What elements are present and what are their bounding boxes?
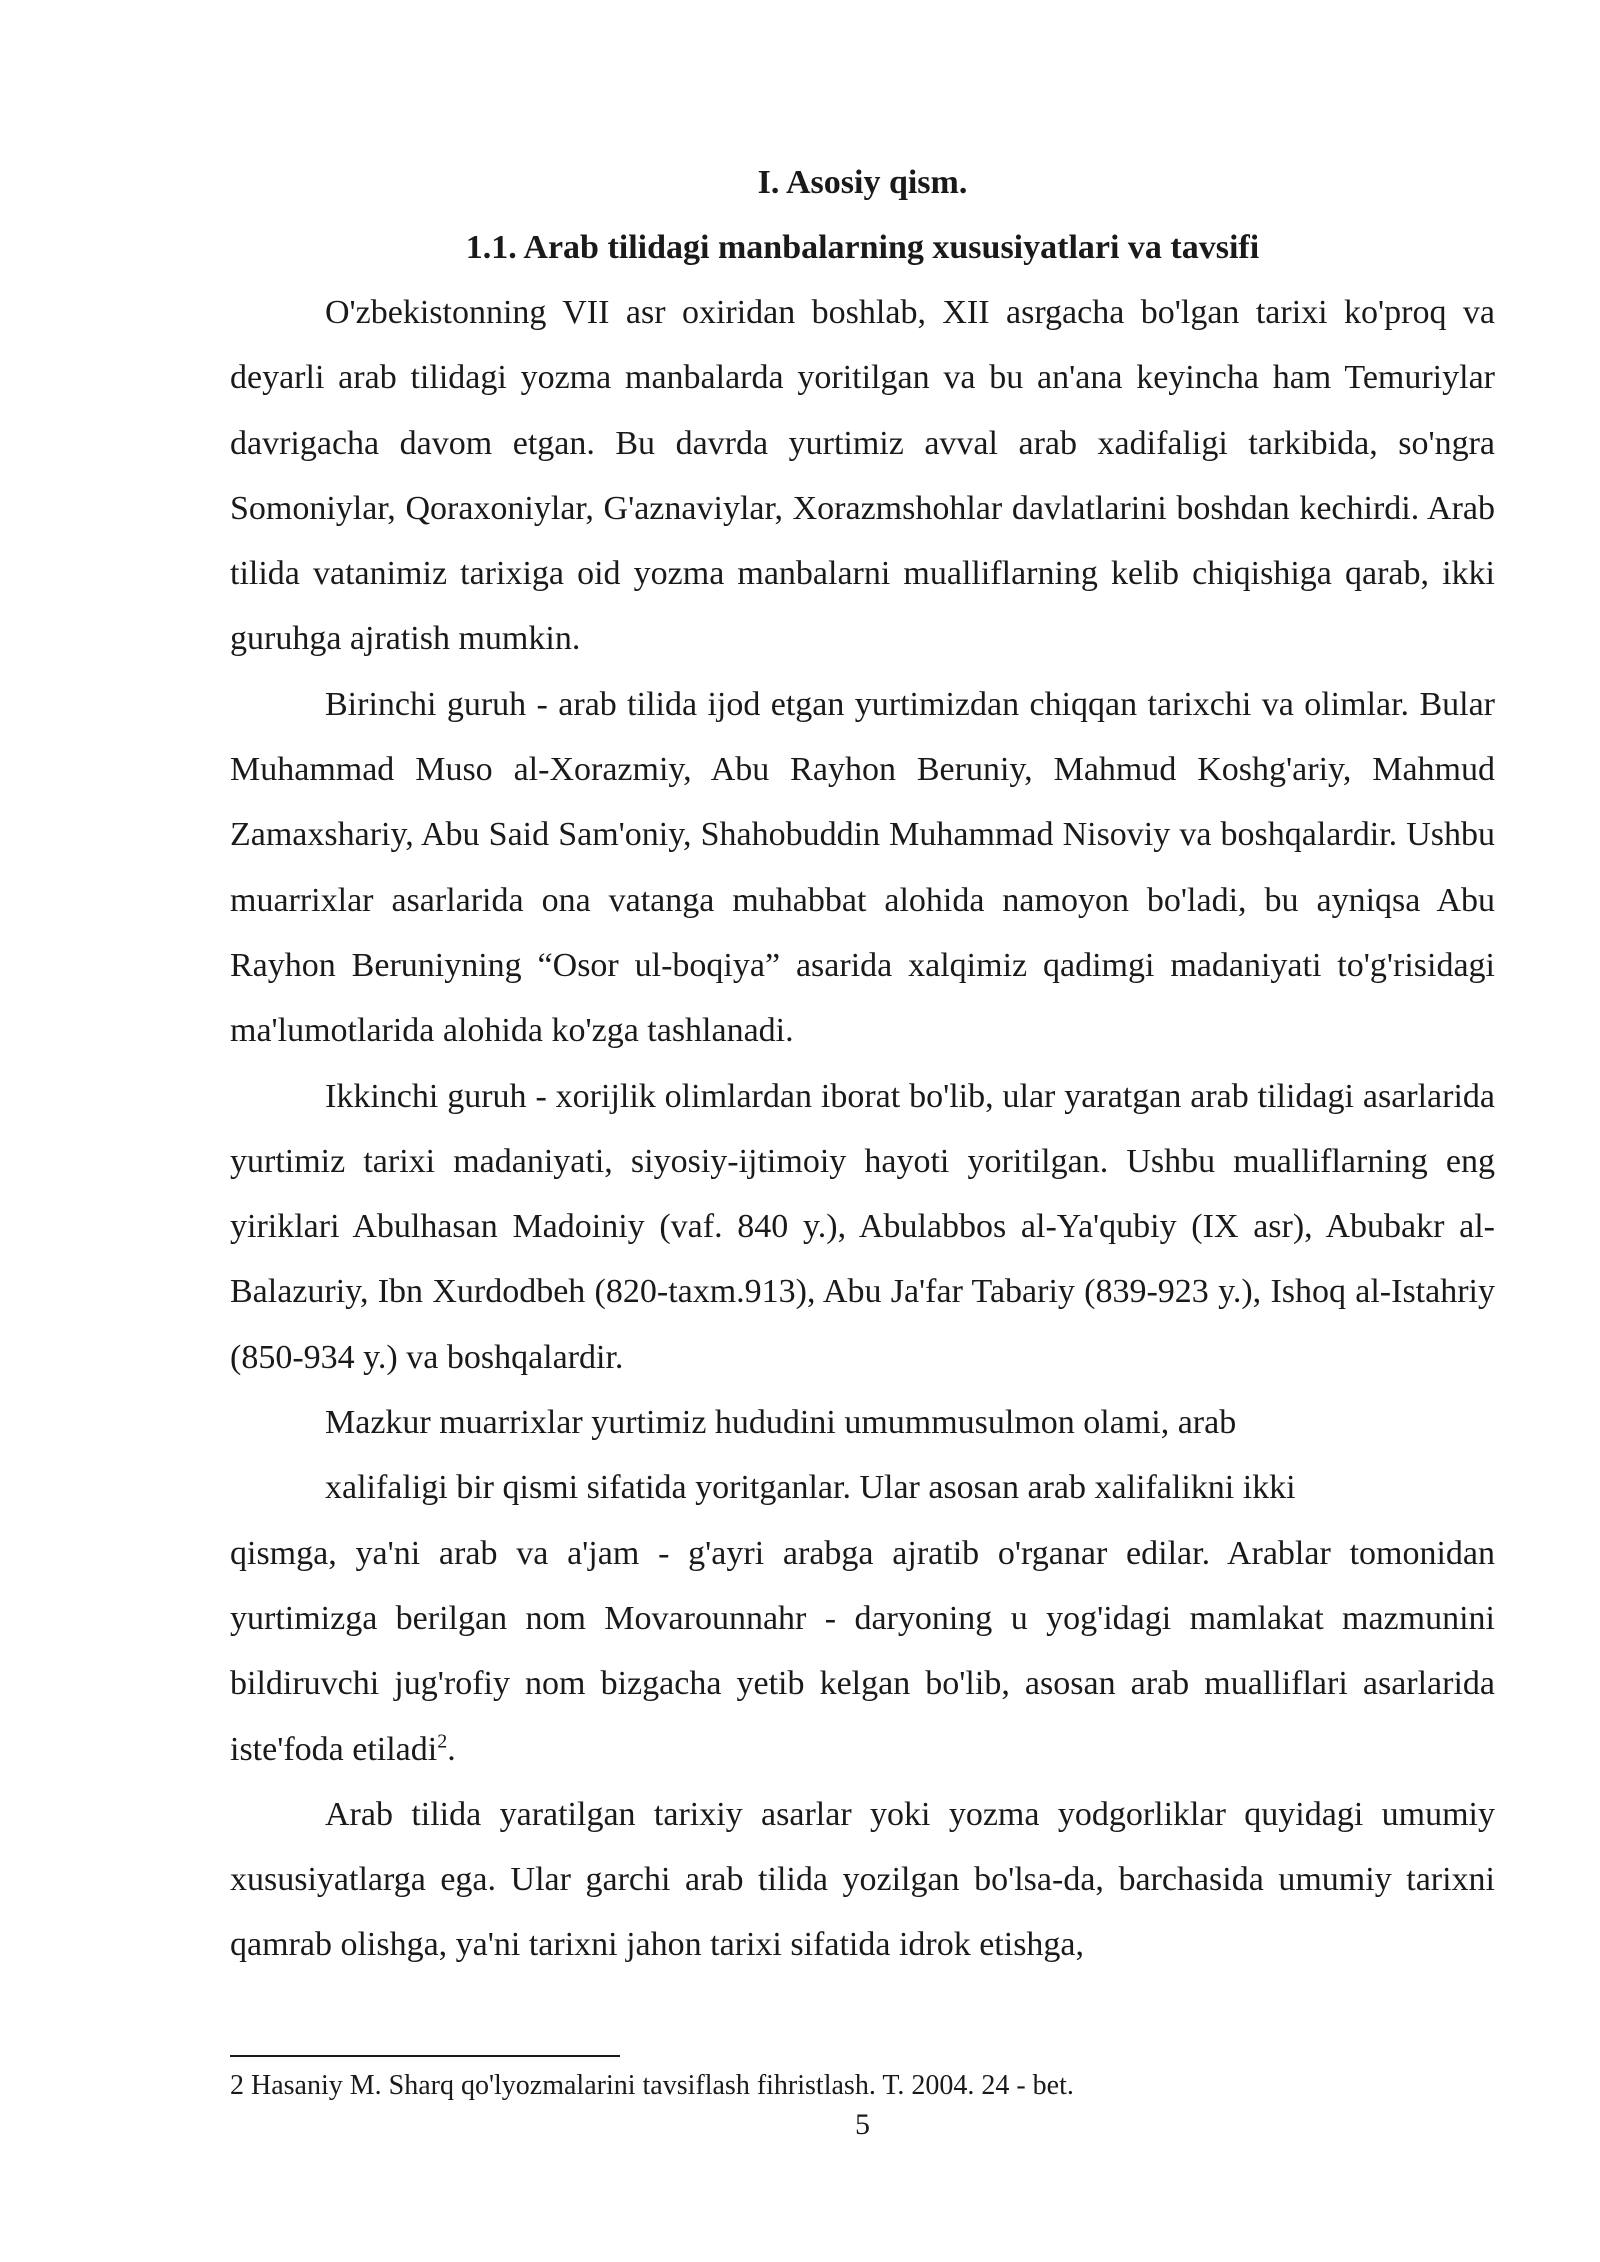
paragraph-4-continuation: [230, 1521, 1495, 1782]
footnote: 2 Hasaniy M. Sharq qo'lyozmalarini tavsiflash fihristlash. T. 2004. 24 - bet.: [230, 2070, 1074, 2101]
page-number: 5: [855, 2108, 870, 2141]
paragraph-4-period: .: [447, 1730, 456, 1768]
paragraph-2: Birinchi guruh - arab tilida ijod etgan yurtimizdan chiqqan tarixchi va olimlar. Bular Muhammad Muso al-Xorazmiy, Abu Rayhon Beruniy, Mahmud Koshg'ariy, Mahmud Zamaxshariy, Abu Said Sam'oniy, Shahobuddin Muhammad Nisoviy va boshqalardir. Ushbu muarrixlar asarlarida ona vatanga muhabbat alohida namoyon bo'ladi, bu ayniqsa Abu Rayhon Beruniyning “Osor ul-boqiya” asarida xalqimiz qadimgi madaniyati to'g'risidagi ma'lumotlarida alohida ko'zga tashlanadi.: [230, 685, 1495, 1050]
footnote-divider: [230, 2055, 620, 2057]
paragraph-5: Arab tilida yaratilgan tarixiy asarlar yoki yozma yodgorliklar quyidagi umumiy xususiyatlarga ega. Ular garchi arab tilida yozilgan bo'lsa-da, barchasida umumiy tarixni qamrab olishga, ya'ni tarixni jahon tarixi sifatida idrok etishga,: [230, 1795, 1495, 1964]
paragraph-3: Ikkinchi guruh - xorijlik olimlardan iborat bo'lib, ular yaratgan arab tilidagi asarlarida yurtimiz tarixi madaniyati, siyosiy-ijtimoiy hayoti yoritilgan. Ushbu mualliflarning eng yiriklari Abulhasan Madoiniy (vaf. 840 y.), Abulabbos al-Ya'qubiy (IX asr), Abubakr al-Balazuriy, Ibn Xurdodbeh (820-taxm.913), Abu Ja'far Tabariy (839-923 y.), Ishoq al-Istahriy (850-934 y.) va boshqalardir.: [230, 1077, 1495, 1376]
paragraph-4-second-line: xalifaligi bir qismi sifatida yoritganlar. Ular asosan arab xalifalikni ikki: [325, 1469, 1296, 1507]
paragraph-4-text: qismga, ya'ni arab va a'jam - g'ayri arabga ajratib o'rganar edilar. Arablar tomonidan yurtimizga berilgan nom Movarounnahr - daryoning u yog'idagi mamlakat mazmunini bildiruvchi jug'rofiy nom bizgacha yetib kelgan bo'lib, asosan arab mualliflari asarlarida iste'foda etiladi: [230, 1534, 1495, 1768]
paragraph-1: O'zbekistonning VII asr oxiridan boshlab, XII asrgacha bo'lgan tarixi ko'proq va deyarli arab tilidagi yozma manbalarda yoritilgan va bu an'ana keyincha ham Temuriylar davrigacha davom etgan. Bu davrda yurtimiz avval arab xadifaligi tarkibida, so'ngra Somoniylar, Qoraxoniylar, G'aznaviylar, Xorazmshohlar davlatlarini boshdan kechirdi. Arab tilida vatanimiz tarixiga oid yozma manbalarni mualliflarning kelib chiqishiga qarab, ikki guruhga ajratish mumkin.: [230, 294, 1495, 658]
subsection-heading: 1.1. Arab tilidagi manbalarning xususiyatlari va tavsifi: [465, 229, 1260, 266]
footnote-reference: 2: [437, 1730, 448, 1753]
paragraph-4-first-line: Mazkur muarrixlar yurtimiz hududini umummusulmon olami, arab: [325, 1404, 1237, 1442]
document-page: [230, 150, 1495, 1978]
section-heading: I. Asosiy qism.: [757, 164, 968, 201]
